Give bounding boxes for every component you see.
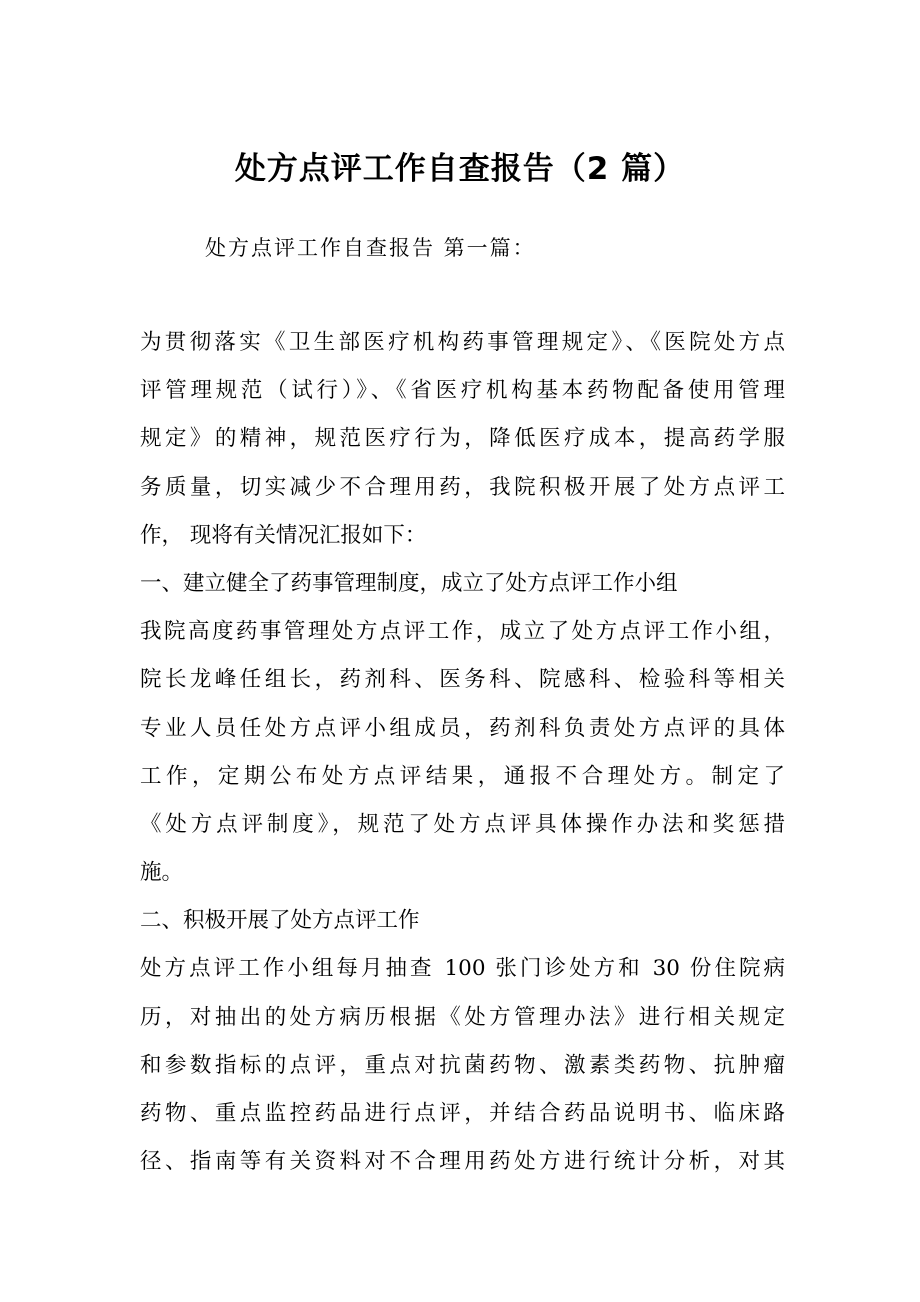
body-line: 务质量，切实减少不合理用药，我院积极开展了处方点评工 bbox=[140, 474, 785, 500]
body-line: 专业人员任处方点评小组成员，药剂科负责处方点评的具体 bbox=[140, 715, 785, 741]
body-line: 施。 bbox=[140, 860, 184, 886]
body-line: 历，对抽出的处方病历根据《处方管理办法》进行相关规定 bbox=[140, 1004, 785, 1030]
body-line: 药物、重点监控药品进行点评，并结合药品说明书、临床路 bbox=[140, 1101, 785, 1126]
body-line: 和参数指标的点评，重点对抗菌药物、激素类药物、抗肿瘤 bbox=[140, 1052, 785, 1078]
body-line: 径、指南等有关资料对不合理用药处方进行统计分析，对其 bbox=[140, 1149, 785, 1175]
body-line: 作， 现将有关情况汇报如下： bbox=[140, 522, 427, 548]
body-line: 我院高度药事管理处方点评工作，成立了处方点评工作小组， bbox=[140, 619, 785, 645]
document-title: 处方点评工作自查报告（2 篇） bbox=[234, 151, 686, 187]
body-line: 为贯彻落实《卫生部医疗机构药事管理规定》、《医院处方点 bbox=[140, 330, 785, 355]
body-line: 规定》的精神，规范医疗行为，降低医疗成本，提高药学服 bbox=[140, 426, 785, 452]
body-line: 工作，定期公布处方点评结果，通报不合理处方。制定了 bbox=[140, 763, 785, 789]
body-line: 二、积极开展了处方点评工作 bbox=[140, 908, 420, 934]
body-line: 一、建立健全了药事管理制度，成立了处方点评工作小组 bbox=[140, 570, 678, 596]
body-line: 处方点评工作小组每月抽查 100 张门诊处方和 30 份住院病 bbox=[140, 956, 785, 982]
document-subtitle: 处方点评工作自查报告 第一篇： bbox=[205, 236, 536, 260]
document-body bbox=[140, 319, 785, 1186]
body-line: 评管理规范（试行）》、《省医疗机构基本药物配备使用管理 bbox=[140, 378, 785, 404]
body-line: 院长龙峰任组长，药剂科、医务科、院感科、检验科等相关 bbox=[140, 667, 785, 693]
body-line: 《处方点评制度》，规范了处方点评具体操作办法和奖惩措 bbox=[140, 811, 785, 837]
